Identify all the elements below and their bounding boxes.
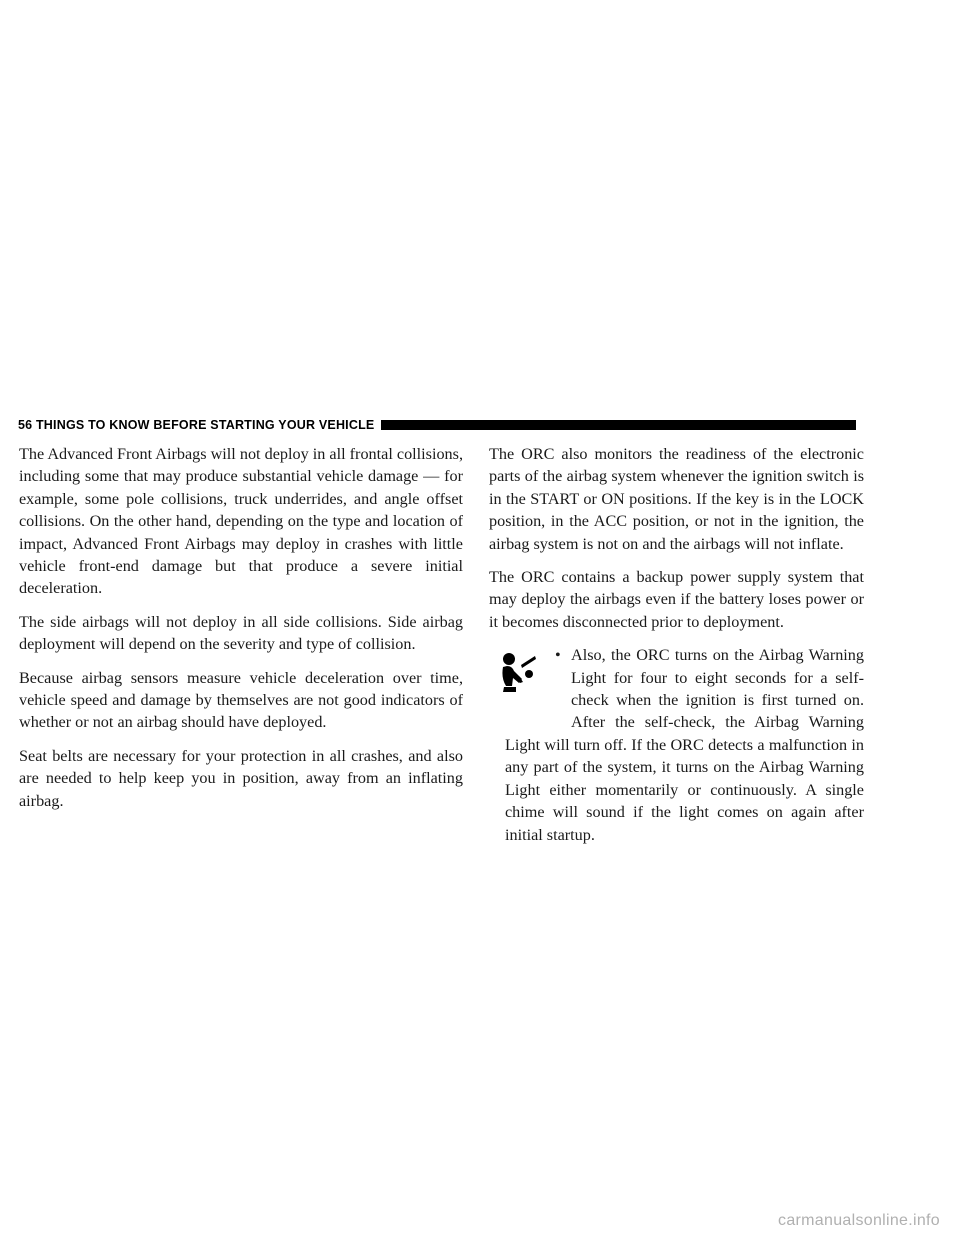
- left-column: [19, 443, 463, 823]
- site-watermark: carmanualsonline.info: [778, 1212, 940, 1229]
- paragraph-airbag-sensors: Because airbag sensors measure vehicle deceleration over time, vehicle speed and damage by themselves are not good indicators of whether or not an airbag should have deployed.: [19, 668, 463, 732]
- bullet-marker: •: [555, 646, 561, 665]
- page-header: [18, 415, 856, 435]
- bullet-text: Also, the ORC turns on the Airbag Warning Light for four to eight seconds for a self-check when the ignition is first turned on. After the self-check, the Airbag Warning Light will turn off. If the ORC detects a malfunction in any part of the system, it turns on the Airbag Warning Light either momentarily or continuously. A single chime will sound if the light comes on again after initial startup.: [505, 646, 864, 844]
- paragraph-side-airbags: The side airbags will not deploy in all side collisions. Side airbag deployment will depend on the severity and type of collision.: [19, 612, 463, 654]
- bullet-item-warning-light: [489, 644, 864, 846]
- right-column: [489, 443, 864, 857]
- paragraph-backup-power: The ORC contains a backup power supply system that may deploy the airbags even if the battery loses power or it becomes disconnected prior to deployment.: [489, 568, 864, 631]
- header-rule-bar: [381, 420, 856, 430]
- airbag-warning-icon: [499, 652, 537, 694]
- paragraph-front-airbags: The Advanced Front Airbags will not deploy in all frontal collisions, including some that may produce substantial vehicle damage — for example, some pole collisions, truck underrides, and angle offset collisions. On the other hand, depending on the type and location of impact, Advanced Front Airbags may deploy in crashes with little vehicle front-end damage but that produce a severe initial deceleration.: [19, 445, 463, 598]
- paragraph-orc-monitors: The ORC also monitors the readiness of the electronic parts of the airbag system whenever the ignition switch is in the START or ON positions. If the key is in the LOCK position, in the ACC position, or not in the ignition, the airbag system is not on and the airbags will not inflate.: [489, 445, 864, 553]
- paragraph-seat-belts: Seat belts are necessary for your protection in all crashes, and also are needed to help keep you in position, away from an inflating airbag.: [19, 746, 463, 810]
- page-header-title: 56 THINGS TO KNOW BEFORE STARTING YOUR VEHICLE: [18, 418, 375, 432]
